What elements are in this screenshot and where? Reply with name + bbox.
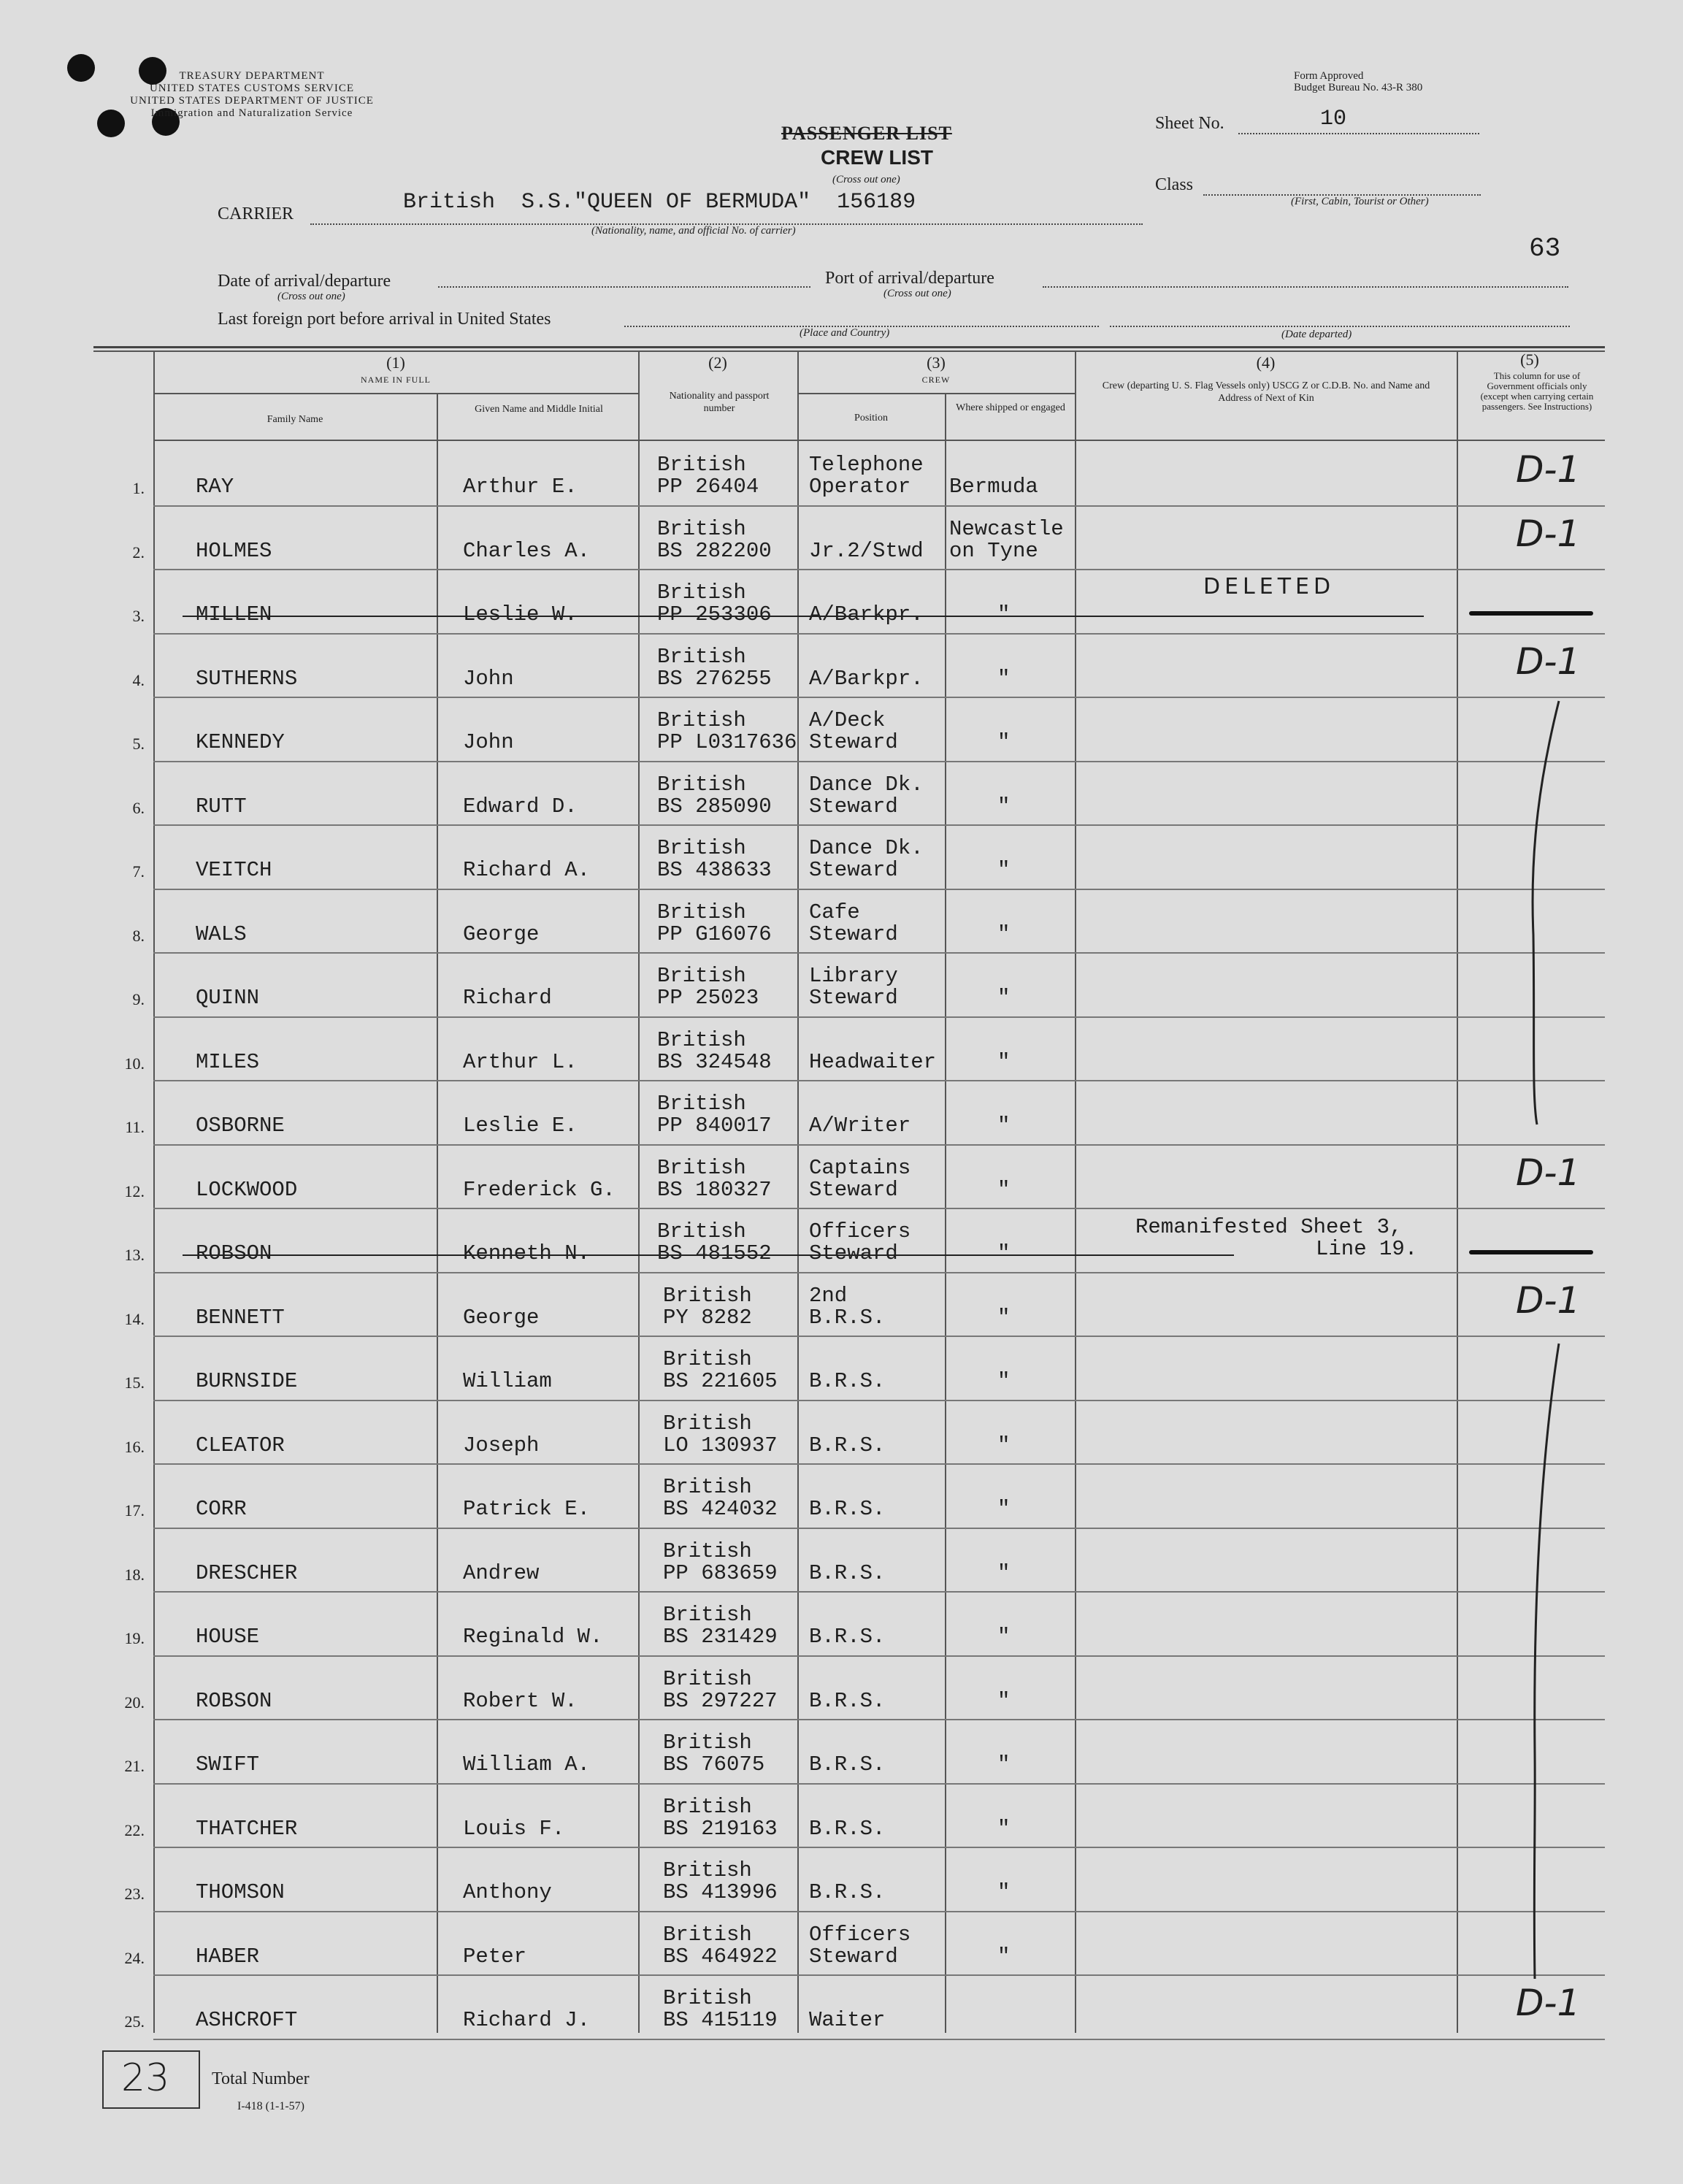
port-label: Port of arrival/departure <box>825 269 994 288</box>
nationality: British <box>657 708 746 732</box>
row-rule <box>153 1400 1605 1401</box>
given-name: Andrew <box>463 1560 540 1585</box>
class-hint: (First, Cabin, Tourist or Other) <box>1291 196 1429 207</box>
row-rule <box>153 1847 1605 1848</box>
position-line2: Jr.2/Stwd <box>809 538 924 563</box>
nationality: British <box>663 1666 752 1691</box>
col3-number: (3) <box>927 353 946 372</box>
position-line2: Operator <box>809 475 911 499</box>
position-line1: Telephone <box>809 453 924 477</box>
passport-number: LO 130937 <box>663 1433 778 1457</box>
given-name: Richard J. <box>463 2008 591 2032</box>
header-rule <box>797 393 1075 394</box>
bracket-marks <box>1490 657 1606 2015</box>
disposition-mark: D-1 <box>1516 1151 1581 1194</box>
position-line2: Steward <box>809 986 898 1010</box>
row-number: 4. <box>132 670 145 689</box>
nationality: British <box>657 1027 746 1052</box>
col5-title: This column for use of Government officials only (except when carrying certain passengers. See Instructions) <box>1480 371 1594 412</box>
nationality: British <box>657 900 746 924</box>
row-number: 13. <box>124 1246 145 1264</box>
family-name: RUTT <box>196 794 247 819</box>
nationality: British <box>663 1603 752 1627</box>
passport-number: BS 438633 <box>657 858 772 882</box>
family-name: DRESCHER <box>196 1560 298 1585</box>
family-name: WALS <box>196 922 247 946</box>
position-line2: Headwaiter <box>809 1049 937 1074</box>
page-number: 63 <box>1529 234 1561 264</box>
position-line2: A/Barkpr. <box>809 602 924 627</box>
given-name: Robert W. <box>463 1688 578 1713</box>
position-line2: B.R.S. <box>809 1752 886 1777</box>
given-name: Patrick E. <box>463 1497 591 1521</box>
family-name: THOMSON <box>196 1880 285 1904</box>
row-number: 9. <box>132 990 145 1008</box>
row-number: 25. <box>124 2012 145 2031</box>
family-name: BENNETT <box>196 1305 285 1330</box>
passport-number: BS 180327 <box>657 1177 772 1202</box>
given-name: William A. <box>463 1752 591 1777</box>
col-border <box>638 352 640 2033</box>
where-shipped-line2: " <box>997 1944 1011 1969</box>
family-name: ROBSON <box>196 1241 272 1265</box>
sheet-label: Sheet No. <box>1155 114 1224 133</box>
deleted-stamp: DELETED <box>1203 574 1335 599</box>
nationality: British <box>657 516 746 541</box>
carrier-label: CARRIER <box>218 204 294 223</box>
family-name: OSBORNE <box>196 1114 285 1138</box>
total-value: 23 <box>121 2056 170 2100</box>
row-number: 18. <box>124 1565 145 1584</box>
col4-number: (4) <box>1256 353 1276 372</box>
passenger-list-crossed: PASSENGER LIST <box>781 123 952 144</box>
row-rule <box>153 1783 1605 1785</box>
where-shipped-line2: " <box>997 1369 1011 1393</box>
date-label: Date of arrival/departure <box>218 272 391 291</box>
col-border <box>945 394 946 2033</box>
passport-number: PP 683659 <box>663 1560 778 1585</box>
row-number: 23. <box>124 1885 145 1903</box>
nationality: British <box>657 1092 746 1116</box>
where-shipped-line2: " <box>997 922 1011 946</box>
given-name: Edward D. <box>463 794 578 819</box>
family-name: THATCHER <box>196 1816 298 1841</box>
where-shipped-line2: " <box>997 1560 1011 1585</box>
row-rule <box>153 633 1605 635</box>
total-label: Total Number <box>212 2069 310 2088</box>
col4-title: Crew (departing U. S. Flag Vessels only) USCG Z or C.D.B. No. and Name and Address of Next of Kin <box>1102 380 1430 404</box>
agency-block <box>91 70 413 120</box>
date-departed-hint: (Date departed) <box>1281 329 1352 340</box>
given-name: Charles A. <box>463 538 591 563</box>
row-rule <box>153 1336 1605 1337</box>
family-name: QUINN <box>196 986 260 1010</box>
position-line1: Cafe <box>809 900 860 924</box>
position-line2: A/Barkpr. <box>809 666 924 691</box>
nationality: British <box>663 1475 752 1499</box>
passport-number: BS 415119 <box>663 2008 778 2032</box>
nationality: British <box>663 1347 752 1371</box>
position-line2: Steward <box>809 858 898 882</box>
carrier-value: British S.S."QUEEN OF BERMUDA" 156189 <box>403 190 916 215</box>
disposition-mark: D-1 <box>1516 1279 1581 1322</box>
given-name: Leslie E. <box>463 1114 578 1138</box>
where-shipped-line2: on Tyne <box>949 538 1038 563</box>
carrier-hint: (Nationality, name, and official No. of carrier) <box>591 225 796 237</box>
passport-number: BS 231429 <box>663 1625 778 1649</box>
cross-out-hint: (Cross out one) <box>832 174 900 185</box>
passport-number: BS 481552 <box>657 1241 772 1265</box>
family-name: CLEATOR <box>196 1433 285 1457</box>
passport-number: PP 253306 <box>657 602 772 627</box>
nationality: British <box>657 964 746 988</box>
nationality: British <box>663 1922 752 1947</box>
position-line2: B.R.S. <box>809 1497 886 1521</box>
row-number: 24. <box>124 1948 145 1967</box>
nationality: British <box>663 1858 752 1882</box>
nationality: British <box>657 836 746 860</box>
nationality: British <box>657 453 746 477</box>
col5-number: (5) <box>1520 350 1539 369</box>
nationality: British <box>657 1155 746 1180</box>
row-rule <box>153 952 1605 954</box>
col-border <box>1457 352 1458 2033</box>
passport-number: PY 8282 <box>663 1305 752 1330</box>
position-line1: 2nd <box>809 1283 848 1308</box>
disposition-mark: D-1 <box>1516 448 1581 491</box>
position-line2: Steward <box>809 922 898 946</box>
where-shipped-line2: " <box>997 1177 1011 1202</box>
family-name-heading: Family Name <box>267 414 323 425</box>
budget-bureau-number: Budget Bureau No. 43-R 380 <box>1294 82 1423 93</box>
nationality: British <box>663 1731 752 1755</box>
where-shipped-line2: " <box>997 986 1011 1010</box>
family-name: ASHCROFT <box>196 2008 298 2032</box>
where-shipped-line2: " <box>997 1305 1011 1330</box>
last-port-label: Last foreign port before arrival in United States <box>218 310 551 329</box>
table-top-rule-2 <box>93 350 1605 352</box>
passport-number: PP 25023 <box>657 986 759 1010</box>
given-name: Anthony <box>463 1880 552 1904</box>
header-bottom-rule <box>153 440 1605 441</box>
row-number: 10. <box>124 1054 145 1073</box>
given-name: Joseph <box>463 1433 540 1457</box>
row-rule <box>153 1080 1605 1081</box>
form-approved-label: Form Approved <box>1294 70 1364 82</box>
passport-number: PP G16076 <box>657 922 772 946</box>
row-rule <box>153 505 1605 507</box>
row-rule <box>153 889 1605 890</box>
position-line1: Captains <box>809 1155 911 1180</box>
header-rule <box>153 393 638 394</box>
form-approved <box>1294 70 1422 93</box>
given-name: William <box>463 1369 552 1393</box>
given-name: Kenneth N. <box>463 1241 591 1265</box>
passport-number: BS 282200 <box>657 538 772 563</box>
port-line <box>1043 286 1568 288</box>
row-number: 16. <box>124 1437 145 1456</box>
row-number: 1. <box>132 479 145 497</box>
family-name: VEITCH <box>196 858 272 882</box>
passport-number: BS 464922 <box>663 1944 778 1969</box>
row-number: 3. <box>132 607 145 625</box>
nationality: British <box>657 644 746 669</box>
position-line2: B.R.S. <box>809 1816 886 1841</box>
form-id: I-418 (1-1-57) <box>237 2100 304 2112</box>
sheet-number: 10 <box>1320 107 1347 131</box>
row-number: 12. <box>124 1181 145 1200</box>
family-name: HOLMES <box>196 538 272 563</box>
where-shipped-line2: " <box>997 602 1011 627</box>
row-rule <box>153 2039 1605 2040</box>
nationality: British <box>663 1986 752 2010</box>
col1-title: NAME IN FULL <box>361 375 431 385</box>
agency-line: UNITED STATES CUSTOMS SERVICE <box>149 83 355 94</box>
row-number: 21. <box>124 1757 145 1775</box>
row-rule <box>153 1719 1605 1720</box>
passport-number: BS 276255 <box>657 666 772 691</box>
where-shipped-line2: " <box>997 1688 1011 1713</box>
position-line2: B.R.S. <box>809 1625 886 1649</box>
given-name-heading: Given Name and Middle Initial <box>475 404 603 415</box>
passport-number: BS 221605 <box>663 1369 778 1393</box>
row-number: 11. <box>125 1118 145 1136</box>
nationality: British <box>657 581 746 605</box>
row-number: 22. <box>124 1820 145 1839</box>
row-number: 2. <box>132 543 145 562</box>
port-hint: (Cross out one) <box>883 288 951 299</box>
strikethrough-line <box>183 1254 1234 1256</box>
family-name: SUTHERNS <box>196 666 298 691</box>
row-number: 5. <box>132 735 145 753</box>
position-line2: B.R.S. <box>809 1369 886 1393</box>
bracket-line <box>1534 1344 1559 1979</box>
col-border <box>1075 352 1076 2033</box>
given-name: John <box>463 730 514 754</box>
position-line2: B.R.S. <box>809 1305 886 1330</box>
where-shipped-line2: " <box>997 858 1011 882</box>
col2-title: Nationality and passport number <box>669 391 770 414</box>
family-name: LOCKWOOD <box>196 1177 298 1202</box>
given-name: Richard A. <box>463 858 591 882</box>
position-line1: Officers <box>809 1922 911 1947</box>
given-name: Arthur E. <box>463 475 578 499</box>
position-line1: Dance Dk. <box>809 772 924 797</box>
row-rule <box>153 1016 1605 1018</box>
where-shipped-line2: " <box>997 1816 1011 1841</box>
passport-number: BS 297227 <box>663 1688 778 1713</box>
row-rule <box>153 1655 1605 1657</box>
nationality: British <box>663 1539 752 1563</box>
col-border <box>437 394 438 2033</box>
family-name: CORR <box>196 1497 247 1521</box>
position-line1: Officers <box>809 1219 911 1244</box>
row-number: 14. <box>124 1309 145 1328</box>
row-rule <box>153 761 1605 762</box>
col-border <box>797 352 799 2033</box>
row-rule <box>153 1528 1605 1529</box>
col-border <box>153 352 155 2033</box>
date-hint: (Cross out one) <box>277 291 345 302</box>
row-number: 19. <box>124 1629 145 1647</box>
given-name: George <box>463 1305 540 1330</box>
where-shipped-line2: " <box>997 1049 1011 1074</box>
table-top-rule <box>93 346 1605 348</box>
position-line2: B.R.S. <box>809 1688 886 1713</box>
row-rule <box>153 697 1605 698</box>
row-rule <box>153 824 1605 826</box>
position-line2: Steward <box>809 1241 898 1265</box>
given-name: Arthur L. <box>463 1049 578 1074</box>
position-line1: Library <box>809 964 898 988</box>
passport-number: BS 413996 <box>663 1880 778 1904</box>
row-rule <box>153 1591 1605 1593</box>
where-shipped-line2: " <box>997 1880 1011 1904</box>
passport-number: PP L0317636 <box>657 730 797 754</box>
nationality: British <box>657 1219 746 1244</box>
where-shipped-line2: " <box>997 730 1011 754</box>
family-name: BURNSIDE <box>196 1369 298 1393</box>
remanifested-note-1: Remanifested Sheet 3, <box>1135 1215 1403 1239</box>
row-rule <box>153 1272 1605 1273</box>
nationality: British <box>657 772 746 797</box>
passport-number: BS 219163 <box>663 1816 778 1841</box>
family-name: HOUSE <box>196 1625 260 1649</box>
agency-line: TREASURY DEPARTMENT <box>179 70 325 82</box>
position-line2: Steward <box>809 730 898 754</box>
family-name: MILES <box>196 1049 260 1074</box>
date-line <box>438 286 810 288</box>
bracket-line <box>1533 701 1559 1124</box>
passport-number: PP 26404 <box>657 475 759 499</box>
where-shipped-line2: " <box>997 666 1011 691</box>
position-line2: B.R.S. <box>809 1560 886 1585</box>
given-name: Louis F. <box>463 1816 565 1841</box>
where-shipped-line2: " <box>997 1625 1011 1649</box>
position-line2: Steward <box>809 1177 898 1202</box>
where-shipped-line1: Newcastle <box>949 516 1064 541</box>
crew-list-title: CREW LIST <box>821 146 933 169</box>
given-name: Richard <box>463 986 552 1010</box>
given-name: Peter <box>463 1944 527 1969</box>
where-shipped-line2: " <box>997 1433 1011 1457</box>
position-line2: Steward <box>809 794 898 819</box>
given-name: Reginald W. <box>463 1625 603 1649</box>
position-line2: Steward <box>809 1944 898 1969</box>
agency-line: UNITED STATES DEPARTMENT OF JUSTICE <box>130 95 374 107</box>
family-name: MILLEN <box>196 602 272 627</box>
row-rule <box>153 1974 1605 1976</box>
disposition-mark: D-1 <box>1516 640 1581 683</box>
where-shipped-line2: " <box>997 1497 1011 1521</box>
position-heading: Position <box>854 413 888 424</box>
given-name: John <box>463 666 514 691</box>
passport-number: BS 324548 <box>657 1049 772 1074</box>
row-number: 6. <box>132 798 145 817</box>
agency-line: Immigration and Naturalization Service <box>150 107 353 119</box>
family-name: HABER <box>196 1944 260 1969</box>
place-hint: (Place and Country) <box>800 327 890 339</box>
disposition-dash <box>1469 611 1593 616</box>
disposition-mark: D-1 <box>1516 512 1581 555</box>
position-line2: B.R.S. <box>809 1433 886 1457</box>
passport-number: BS 285090 <box>657 794 772 819</box>
strikethrough-line <box>183 616 1424 617</box>
position-line2: A/Writer <box>809 1114 911 1138</box>
where-shipped-line2: " <box>997 1114 1011 1138</box>
nationality: British <box>663 1411 752 1436</box>
sheet-line <box>1238 133 1479 134</box>
given-name: George <box>463 922 540 946</box>
position-line2: B.R.S. <box>809 1880 886 1904</box>
where-shipped-heading: Where shipped or engaged <box>956 402 1065 413</box>
passport-number: BS 76075 <box>663 1752 765 1777</box>
where-shipped-line2: " <box>997 1241 1011 1265</box>
row-number: 15. <box>124 1373 145 1392</box>
disposition-mark: D-1 <box>1516 1982 1581 2024</box>
nationality: British <box>663 1283 752 1308</box>
row-number: 17. <box>124 1501 145 1520</box>
row-rule <box>153 1208 1605 1209</box>
col3-title: CREW <box>921 375 951 385</box>
remanifested-note-2: Line 19. <box>1316 1237 1418 1261</box>
row-number: 8. <box>132 926 145 945</box>
passport-number: BS 424032 <box>663 1497 778 1521</box>
position-line1: Dance Dk. <box>809 836 924 860</box>
row-rule <box>153 569 1605 570</box>
row-rule <box>153 1144 1605 1146</box>
family-name: KENNEDY <box>196 730 285 754</box>
given-name: Frederick G. <box>463 1177 616 1202</box>
given-name: Leslie W. <box>463 602 578 627</box>
where-shipped-line2: " <box>997 794 1011 819</box>
date-departed-line <box>1110 326 1570 327</box>
col2-number: (2) <box>708 353 727 372</box>
position-line1: A/Deck <box>809 708 886 732</box>
row-rule <box>153 1463 1605 1465</box>
col1-number: (1) <box>386 353 405 372</box>
family-name: ROBSON <box>196 1688 272 1713</box>
class-label: Class <box>1155 175 1194 194</box>
row-number: 20. <box>124 1693 145 1712</box>
family-name: SWIFT <box>196 1752 260 1777</box>
position-line2: Waiter <box>809 2008 886 2032</box>
where-shipped-line2: Bermuda <box>949 475 1038 499</box>
family-name: RAY <box>196 475 234 499</box>
nationality: British <box>663 1794 752 1819</box>
row-rule <box>153 1911 1605 1912</box>
where-shipped-line2: " <box>997 1752 1011 1777</box>
row-number: 7. <box>132 862 145 881</box>
passport-number: PP 840017 <box>657 1114 772 1138</box>
